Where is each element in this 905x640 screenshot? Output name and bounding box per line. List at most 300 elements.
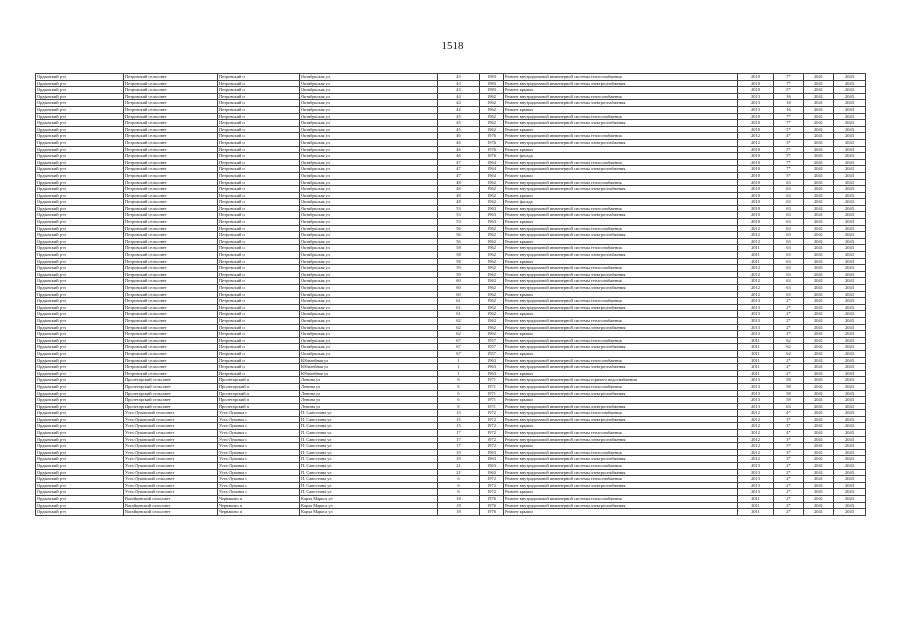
table-row [36, 416, 866, 423]
street-cell: Октябрьская ул [300, 153, 438, 160]
plan-end-cell: 2043 [834, 489, 866, 496]
council-cell: Петровский сельсовет [124, 80, 218, 87]
district-cell: Ордынский р-н [36, 449, 124, 456]
survey-year-cell: 2012 [738, 430, 774, 437]
work-type-cell: Ремонт внутридомовой инженерной системы теплоснабжения [504, 317, 738, 324]
work-type-cell: Ремонт крыши [504, 443, 738, 450]
district-cell: Ордынский р-н [36, 357, 124, 364]
wear-cell: 5* [774, 126, 804, 133]
year-built-cell: 1962 [480, 179, 504, 186]
street-cell: Карла Маркса ул [300, 509, 438, 516]
survey-year-cell: 2010 [738, 219, 774, 226]
plan-end-cell: 2043 [834, 74, 866, 81]
year-built-cell: 1957 [480, 350, 504, 357]
council-cell: Петровский сельсовет [124, 126, 218, 133]
work-type-cell: Ремонт крыши [504, 397, 738, 404]
settlement-cell: Петровский п [218, 265, 300, 272]
survey-year-cell: 2013 [738, 482, 774, 489]
settlement-cell: Чернаково п [218, 496, 300, 503]
district-cell: Ордынский р-н [36, 252, 124, 259]
work-type-cell: Ремонт внутридомовой инженерной системы электроснабжения [504, 469, 738, 476]
table-row [36, 383, 866, 390]
year-built-cell: 1962 [480, 265, 504, 272]
district-cell: Ордынский р-н [36, 232, 124, 239]
survey-year-cell: 2010 [738, 199, 774, 206]
street-cell: П. Савостина ул [300, 423, 438, 430]
plan-end-cell: 2043 [834, 285, 866, 292]
council-cell: Пролетарский сельсовет [124, 403, 218, 410]
street-cell: Карла Маркса ул [300, 502, 438, 509]
plan-end-cell: 2043 [834, 311, 866, 318]
house-cell: 45 [438, 113, 480, 120]
year-built-cell: 1962 [480, 285, 504, 292]
settlement-cell: Петровский п [218, 252, 300, 259]
table-row [36, 205, 866, 212]
table-row [36, 179, 866, 186]
table-row [36, 443, 866, 450]
district-cell: Ордынский р-н [36, 291, 124, 298]
district-cell: Ордынский р-н [36, 311, 124, 318]
plan-end-cell: 2043 [834, 449, 866, 456]
council-cell: Петровский сельсовет [124, 199, 218, 206]
year-built-cell: 1962 [480, 120, 504, 127]
settlement-cell: Усть-Луковка с [218, 489, 300, 496]
district-cell: Ордынский р-н [36, 205, 124, 212]
wear-cell: 2* [774, 364, 804, 371]
street-cell: Октябрьская ул [300, 252, 438, 259]
wear-cell: 7* [774, 80, 804, 87]
council-cell: Петровский сельсовет [124, 298, 218, 305]
table-row [36, 219, 866, 226]
wear-cell: 2* [774, 331, 804, 338]
wear-cell: 63 [774, 205, 804, 212]
district-cell: Ордынский р-н [36, 238, 124, 245]
wear-cell: 63 [774, 271, 804, 278]
work-type-cell: Ремонт внутридомовой инженерной системы электроснабжения [504, 100, 738, 107]
house-cell: 48 [438, 179, 480, 186]
table-row [36, 192, 866, 199]
wear-cell: 16 [774, 106, 804, 113]
district-cell: Ордынский р-н [36, 469, 124, 476]
plan-start-cell: 2041 [804, 93, 834, 100]
settlement-cell: Усть-Луковка с [218, 443, 300, 450]
settlement-cell: Петровский п [218, 93, 300, 100]
year-built-cell: 1972 [480, 416, 504, 423]
district-cell: Ордынский р-н [36, 93, 124, 100]
wear-cell: 63 [774, 403, 804, 410]
work-type-cell: Ремонт внутридомовой инженерной системы теплоснабжения [504, 496, 738, 503]
house-cell: 58 [438, 252, 480, 259]
plan-start-cell: 2041 [804, 245, 834, 252]
house-cell: 56 [438, 232, 480, 239]
house-cell: 67 [438, 350, 480, 357]
council-cell: Вагайцевский сельсовет [124, 502, 218, 509]
district-cell: Ордынский р-н [36, 317, 124, 324]
plan-end-cell: 2043 [834, 278, 866, 285]
table-row [36, 324, 866, 331]
work-type-cell: Ремонт внутридомовой инженерной системы электроснабжения [504, 232, 738, 239]
street-cell: Октябрьская ул [300, 80, 438, 87]
street-cell: Ленина ул [300, 403, 438, 410]
survey-year-cell: 2011 [738, 357, 774, 364]
survey-year-cell: 2011 [738, 496, 774, 503]
plan-start-cell: 2041 [804, 502, 834, 509]
settlement-cell: Петровский п [218, 304, 300, 311]
house-cell: 15 [438, 410, 480, 417]
settlement-cell: Петровский п [218, 87, 300, 94]
council-cell: Петровский сельсовет [124, 317, 218, 324]
district-cell: Ордынский р-н [36, 383, 124, 390]
year-built-cell: 1971 [480, 377, 504, 384]
plan-start-cell: 2041 [804, 106, 834, 113]
house-cell: 58 [438, 245, 480, 252]
house-cell: 67 [438, 337, 480, 344]
table-row [36, 357, 866, 364]
year-built-cell: 1976 [480, 496, 504, 503]
house-cell: 47 [438, 166, 480, 173]
survey-year-cell: 2013 [738, 100, 774, 107]
district-cell: Ордынский р-н [36, 271, 124, 278]
plan-end-cell: 2043 [834, 350, 866, 357]
table-row [36, 172, 866, 179]
plan-end-cell: 2043 [834, 120, 866, 127]
house-cell: 47 [438, 159, 480, 166]
wear-cell: 3* [774, 423, 804, 430]
work-type-cell: Ремонт крыши [504, 370, 738, 377]
street-cell: П. Савостина ул [300, 476, 438, 483]
house-cell: 1 [438, 357, 480, 364]
survey-year-cell: 2013 [738, 469, 774, 476]
settlement-cell: Петровский п [218, 370, 300, 377]
street-cell: Октябрьская ул [300, 74, 438, 81]
house-cell: 61 [438, 311, 480, 318]
survey-year-cell: 2010 [738, 153, 774, 160]
work-type-cell: Ремонт крыши [504, 509, 738, 516]
work-type-cell: Ремонт крыши [504, 219, 738, 226]
settlement-cell: Пролетарский п [218, 397, 300, 404]
table-row [36, 113, 866, 120]
street-cell: Октябрьская ул [300, 113, 438, 120]
work-type-cell: Ремонт внутридомовой инженерной системы теплоснабжения [504, 357, 738, 364]
table-row [36, 186, 866, 193]
council-cell: Усть-Луковский сельсовет [124, 482, 218, 489]
settlement-cell: Усть-Луковка с [218, 416, 300, 423]
table-row [36, 106, 866, 113]
district-cell: Ордынский р-н [36, 74, 124, 81]
table-row [36, 502, 866, 509]
street-cell: Карла Маркса ул [300, 496, 438, 503]
table-row [36, 166, 866, 173]
survey-year-cell: 2012 [738, 416, 774, 423]
table-row [36, 304, 866, 311]
work-type-cell: Ремонт внутридомовой инженерной системы электроснабжения [504, 416, 738, 423]
plan-end-cell: 2043 [834, 232, 866, 239]
work-type-cell: Ремонт внутридомовой инженерной системы теплоснабжения [504, 205, 738, 212]
survey-year-cell: 2013 [738, 377, 774, 384]
work-type-cell: Ремонт внутридомовой инженерной системы электроснабжения [504, 390, 738, 397]
street-cell: Октябрьская ул [300, 87, 438, 94]
settlement-cell: Чернаково п [218, 509, 300, 516]
plan-end-cell: 2043 [834, 502, 866, 509]
survey-year-cell: 2010 [738, 205, 774, 212]
house-cell: 59 [438, 265, 480, 272]
plan-start-cell: 2041 [804, 120, 834, 127]
house-cell: 17 [438, 430, 480, 437]
council-cell: Пролетарский сельсовет [124, 383, 218, 390]
survey-year-cell: 2010 [738, 212, 774, 219]
survey-year-cell: 2010 [738, 120, 774, 127]
council-cell: Петровский сельсовет [124, 192, 218, 199]
year-built-cell: 1962 [480, 113, 504, 120]
wear-cell: 63 [774, 199, 804, 206]
plan-end-cell: 2043 [834, 463, 866, 470]
settlement-cell: Петровский п [218, 100, 300, 107]
plan-end-cell: 2043 [834, 186, 866, 193]
plan-end-cell: 2043 [834, 245, 866, 252]
work-type-cell: Ремонт внутридомовой инженерной системы электроснабжения [504, 271, 738, 278]
plan-start-cell: 2041 [804, 166, 834, 173]
work-type-cell: Ремонт внутридомовой инженерной системы электроснабжения [504, 344, 738, 351]
plan-end-cell: 2043 [834, 383, 866, 390]
plan-start-cell: 2041 [804, 199, 834, 206]
plan-end-cell: 2043 [834, 298, 866, 305]
wear-cell: 2* [774, 311, 804, 318]
survey-year-cell: 2013 [738, 317, 774, 324]
district-cell: Ордынский р-н [36, 502, 124, 509]
district-cell: Ордынский р-н [36, 126, 124, 133]
house-cell: 46 [438, 146, 480, 153]
house-cell: 48 [438, 192, 480, 199]
street-cell: Октябрьская ул [300, 139, 438, 146]
council-cell: Петровский сельсовет [124, 87, 218, 94]
survey-year-cell: 2010 [738, 80, 774, 87]
survey-year-cell: 2013 [738, 489, 774, 496]
work-type-cell: Ремонт внутридомовой инженерной системы горячего водоснабжения [504, 377, 738, 384]
district-cell: Ордынский р-н [36, 436, 124, 443]
settlement-cell: Петровский п [218, 271, 300, 278]
wear-cell: 58 [774, 397, 804, 404]
year-built-cell: 1962 [480, 100, 504, 107]
settlement-cell: Петровский п [218, 350, 300, 357]
plan-end-cell: 2043 [834, 219, 866, 226]
year-built-cell: 1964 [480, 159, 504, 166]
table-row [36, 100, 866, 107]
settlement-cell: Пролетарский п [218, 390, 300, 397]
wear-cell: 62 [774, 337, 804, 344]
settlement-cell: Петровский п [218, 179, 300, 186]
year-built-cell: 1963 [480, 463, 504, 470]
table-row [36, 410, 866, 417]
survey-year-cell: 2011 [738, 245, 774, 252]
house-cell: 62 [438, 317, 480, 324]
wear-cell: 63 [774, 186, 804, 193]
wear-cell: 3* [774, 449, 804, 456]
district-cell: Ордынский р-н [36, 80, 124, 87]
settlement-cell: Петровский п [218, 298, 300, 305]
house-cell: 43 [438, 87, 480, 94]
work-type-cell: Ремонт крыши [504, 126, 738, 133]
table-row [36, 344, 866, 351]
year-built-cell: 1963 [480, 364, 504, 371]
house-cell: 19 [438, 449, 480, 456]
plan-start-cell: 2041 [804, 509, 834, 516]
plan-start-cell: 2041 [804, 298, 834, 305]
district-cell: Ордынский р-н [36, 476, 124, 483]
plan-start-cell: 2041 [804, 80, 834, 87]
year-built-cell: 1972 [480, 476, 504, 483]
council-cell: Усть-Луковский сельсовет [124, 416, 218, 423]
work-type-cell: Ремонт фасада [504, 153, 738, 160]
plan-start-cell: 2041 [804, 496, 834, 503]
house-cell: 6 [438, 390, 480, 397]
survey-year-cell: 2013 [738, 311, 774, 318]
survey-year-cell: 2012 [738, 291, 774, 298]
settlement-cell: Петровский п [218, 186, 300, 193]
plan-start-cell: 2041 [804, 410, 834, 417]
council-cell: Петровский сельсовет [124, 232, 218, 239]
house-cell: 48 [438, 186, 480, 193]
plan-end-cell: 2043 [834, 344, 866, 351]
table-row [36, 331, 866, 338]
table-row [36, 199, 866, 206]
council-cell: Петровский сельсовет [124, 311, 218, 318]
year-built-cell: 1976 [480, 502, 504, 509]
street-cell: Октябрьская ул [300, 172, 438, 179]
house-cell: 6 [438, 482, 480, 489]
table-row [36, 74, 866, 81]
year-built-cell: 1962 [480, 331, 504, 338]
year-built-cell: 1962 [480, 225, 504, 232]
house-cell: 6 [438, 397, 480, 404]
plan-end-cell: 2043 [834, 212, 866, 219]
council-cell: Петровский сельсовет [124, 265, 218, 272]
survey-year-cell: 2012 [738, 278, 774, 285]
work-type-cell: Ремонт внутридомовой инженерной системы электроснабжения [504, 166, 738, 173]
street-cell: Октябрьская ул [300, 271, 438, 278]
district-cell: Ордынский р-н [36, 100, 124, 107]
plan-start-cell: 2041 [804, 350, 834, 357]
plan-end-cell: 2043 [834, 476, 866, 483]
survey-year-cell: 2013 [738, 93, 774, 100]
year-built-cell: 1962 [480, 317, 504, 324]
council-cell: Петровский сельсовет [124, 370, 218, 377]
year-built-cell: 1962 [480, 186, 504, 193]
wear-cell: 2* [774, 489, 804, 496]
survey-year-cell: 2012 [738, 225, 774, 232]
page-number: 1518 [441, 40, 464, 52]
work-type-cell: Ремонт внутридомовой инженерной системы электроснабжения [504, 80, 738, 87]
district-cell: Ордынский р-н [36, 423, 124, 430]
year-built-cell: 1963 [480, 219, 504, 226]
table-row [36, 232, 866, 239]
council-cell: Петровский сельсовет [124, 219, 218, 226]
wear-cell: 3* [774, 139, 804, 146]
table-row [36, 126, 866, 133]
street-cell: Октябрьская ул [300, 324, 438, 331]
district-cell: Ордынский р-н [36, 265, 124, 272]
settlement-cell: Петровский п [218, 146, 300, 153]
wear-cell: 4* [774, 430, 804, 437]
plan-end-cell: 2043 [834, 423, 866, 430]
survey-year-cell: 2011 [738, 509, 774, 516]
house-cell: 47 [438, 172, 480, 179]
street-cell: Октябрьская ул [300, 245, 438, 252]
plan-end-cell: 2043 [834, 258, 866, 265]
wear-cell: 2* [774, 496, 804, 503]
year-built-cell: 1972 [480, 430, 504, 437]
settlement-cell: Петровский п [218, 357, 300, 364]
plan-end-cell: 2043 [834, 443, 866, 450]
plan-end-cell: 2043 [834, 192, 866, 199]
plan-start-cell: 2041 [804, 337, 834, 344]
table-row [36, 120, 866, 127]
table-row [36, 153, 866, 160]
plan-start-cell: 2041 [804, 423, 834, 430]
work-type-cell: Ремонт крыши [504, 331, 738, 338]
plan-start-cell: 2041 [804, 403, 834, 410]
district-cell: Ордынский р-н [36, 397, 124, 404]
survey-year-cell: 2011 [738, 258, 774, 265]
plan-end-cell: 2043 [834, 364, 866, 371]
year-built-cell: 1964 [480, 172, 504, 179]
wear-cell: 58 [774, 377, 804, 384]
council-cell: Петровский сельсовет [124, 146, 218, 153]
work-type-cell: Ремонт внутридомовой инженерной системы электроснабжения [504, 285, 738, 292]
year-built-cell: 1962 [480, 291, 504, 298]
plan-start-cell: 2041 [804, 238, 834, 245]
year-built-cell: 1983 [480, 74, 504, 81]
table-row [36, 364, 866, 371]
plan-end-cell: 2043 [834, 509, 866, 516]
plan-end-cell: 2043 [834, 317, 866, 324]
wear-cell: 2* [774, 357, 804, 364]
plan-end-cell: 2043 [834, 238, 866, 245]
year-built-cell: 1957 [480, 337, 504, 344]
district-cell: Ордынский р-н [36, 166, 124, 173]
street-cell: Октябрьская ул [300, 317, 438, 324]
settlement-cell: Петровский п [218, 159, 300, 166]
house-cell: 1 [438, 370, 480, 377]
plan-start-cell: 2041 [804, 311, 834, 318]
survey-year-cell: 2010 [738, 126, 774, 133]
wear-cell: 63 [774, 219, 804, 226]
wear-cell: 2* [774, 509, 804, 516]
table-row [36, 159, 866, 166]
table-row [36, 449, 866, 456]
street-cell: Октябрьская ул [300, 265, 438, 272]
district-cell: Ордынский р-н [36, 509, 124, 516]
street-cell: Юбилейная ул [300, 364, 438, 371]
settlement-cell: Петровский п [218, 238, 300, 245]
house-cell: 15 [438, 423, 480, 430]
year-built-cell: 1976 [480, 153, 504, 160]
house-cell: 53 [438, 219, 480, 226]
council-cell: Усть-Луковский сельсовет [124, 436, 218, 443]
survey-year-cell: 2011 [738, 344, 774, 351]
work-type-cell: Ремонт внутридомовой инженерной системы теплоснабжения [504, 245, 738, 252]
wear-cell: 2* [774, 482, 804, 489]
plan-end-cell: 2043 [834, 469, 866, 476]
plan-start-cell: 2041 [804, 172, 834, 179]
council-cell: Петровский сельсовет [124, 179, 218, 186]
plan-start-cell: 2041 [804, 449, 834, 456]
survey-year-cell: 2012 [738, 238, 774, 245]
plan-end-cell: 2043 [834, 436, 866, 443]
council-cell: Петровский сельсовет [124, 139, 218, 146]
settlement-cell: Петровский п [218, 311, 300, 318]
council-cell: Петровский сельсовет [124, 285, 218, 292]
settlement-cell: Усть-Луковка с [218, 469, 300, 476]
